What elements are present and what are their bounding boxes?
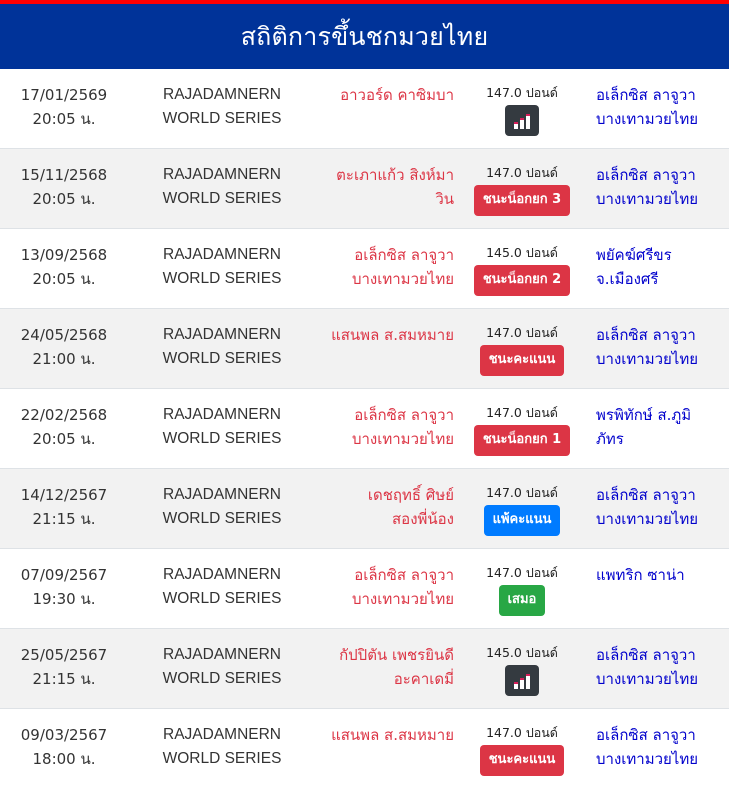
opponent-name-line1: เดชฤทธิ์ ศิษย์	[367, 486, 454, 504]
stats-chart-icon	[514, 122, 518, 129]
event-name-line1: RAJADAMNERN	[163, 86, 281, 103]
weight-label: 145.0 ปอนด์	[486, 645, 558, 660]
fighter-name-line1: อเล็กซิส ลาจูวา	[596, 486, 696, 504]
fight-date: 14/12/2567	[20, 486, 108, 504]
fight-date: 25/05/2567	[20, 646, 108, 664]
fighter-name-line2: ภัทร	[596, 430, 624, 448]
fight-date-cell	[0, 323, 128, 388]
fighter-link[interactable]	[590, 563, 729, 628]
fighter-name-line1: พรพิทักษ์ ส.ภูมิ	[596, 406, 692, 424]
fighter-name-line1: พยัคฆ์ศรีขร	[596, 246, 672, 264]
fighter-link[interactable]	[590, 643, 729, 708]
event-name-line2: WORLD SERIES	[162, 110, 282, 127]
fight-date: 17/01/2569	[20, 86, 108, 104]
fight-row	[0, 149, 729, 229]
fight-date-cell	[0, 403, 128, 468]
fighter-name-line1: อเล็กซิส ลาจูวา	[596, 646, 696, 664]
fight-row	[0, 469, 729, 549]
opponent-name-line1: อเล็กซิส ลาจูวา	[354, 566, 454, 584]
result-badge-win: ชนะน็อกยก 2	[474, 265, 570, 296]
event-name-line2: WORLD SERIES	[162, 590, 282, 607]
result-badge-win: ชนะน็อกยก 3	[474, 185, 570, 216]
stats-chart-icon-bar	[526, 674, 530, 689]
fighter-name-line1: อเล็กซิส ลาจูวา	[596, 326, 696, 344]
opponent-link[interactable]	[316, 643, 454, 708]
opponent-name-line1: อาวอร์ด คาซิมบา	[340, 86, 454, 104]
event-name-line2: WORLD SERIES	[162, 430, 282, 447]
fight-time: 20:05 น.	[32, 190, 96, 208]
fight-time: 21:00 น.	[32, 350, 96, 368]
event-name-line2: WORLD SERIES	[162, 750, 282, 767]
weight-label: 145.0 ปอนด์	[486, 245, 558, 260]
fighter-link[interactable]	[590, 483, 729, 548]
event-cell	[128, 563, 316, 628]
fight-time: 18:00 น.	[32, 750, 96, 768]
weight-label: 147.0 ปอนด์	[486, 725, 558, 740]
opponent-link[interactable]	[316, 483, 454, 548]
stats-chart-button[interactable]	[505, 105, 539, 136]
fighter-name-line2: บางเทามวยไทย	[596, 750, 699, 768]
weight-label: 147.0 ปอนด์	[486, 85, 558, 100]
result-cell	[454, 323, 590, 388]
fight-date: 09/03/2567	[20, 726, 108, 744]
result-badge-loss: แพ้คะแนน	[484, 505, 561, 536]
result-cell	[454, 483, 590, 548]
weight-label: 147.0 ปอนด์	[486, 405, 558, 420]
fight-row	[0, 389, 729, 469]
result-cell	[454, 643, 590, 708]
stats-chart-button[interactable]	[505, 665, 539, 696]
event-cell	[128, 163, 316, 228]
event-name-line2: WORLD SERIES	[162, 510, 282, 527]
opponent-link[interactable]	[316, 403, 454, 468]
fight-time: 21:15 น.	[32, 510, 96, 528]
fighter-link[interactable]	[590, 723, 729, 789]
event-name-line1: RAJADAMNERN	[163, 486, 281, 503]
fighter-name-line1: อเล็กซิส ลาจูวา	[596, 86, 696, 104]
fighter-name-line2: บางเทามวยไทย	[596, 670, 699, 688]
opponent-name-line2: สองพี่น้อง	[392, 510, 454, 528]
fight-time: 20:05 น.	[32, 110, 96, 128]
fight-row	[0, 229, 729, 309]
opponent-name-line2: บางเทามวยไทย	[351, 270, 454, 288]
opponent-name-line2: อะคาเดมี่	[393, 670, 454, 688]
event-cell	[128, 243, 316, 308]
opponent-name-line2: บางเทามวยไทย	[351, 430, 454, 448]
result-badge-draw: เสมอ	[499, 585, 546, 616]
result-cell	[454, 403, 590, 468]
fight-time: 20:05 น.	[32, 430, 96, 448]
result-cell	[454, 163, 590, 228]
opponent-link[interactable]	[316, 723, 454, 789]
fight-date: 07/09/2567	[20, 566, 108, 584]
event-name-line1: RAJADAMNERN	[163, 646, 281, 663]
opponent-link[interactable]	[316, 163, 454, 228]
fight-date-cell	[0, 643, 128, 708]
stats-chart-icon-bar	[526, 114, 530, 129]
fighter-link[interactable]	[590, 403, 729, 468]
result-cell	[454, 243, 590, 308]
weight-label: 147.0 ปอนด์	[486, 165, 558, 180]
fighter-name-line1: อเล็กซิส ลาจูวา	[596, 166, 696, 184]
fight-date-cell	[0, 163, 128, 228]
fighter-name-line1: แพทริก ซาน่า	[596, 566, 685, 584]
fighter-name-line1: อเล็กซิส ลาจูวา	[596, 726, 696, 744]
opponent-name-line1: กัปปิตัน เพชรยินดี	[339, 646, 454, 664]
opponent-link[interactable]	[316, 243, 454, 308]
event-name-line1: RAJADAMNERN	[163, 406, 281, 423]
fight-row	[0, 549, 729, 629]
result-badge-win: ชนะน็อกยก 1	[474, 425, 570, 456]
weight-label: 147.0 ปอนด์	[486, 485, 558, 500]
fight-date: 13/09/2568	[20, 246, 108, 264]
event-name-line1: RAJADAMNERN	[163, 246, 281, 263]
event-name-line1: RAJADAMNERN	[163, 566, 281, 583]
result-cell	[454, 83, 590, 148]
fight-row	[0, 709, 729, 789]
fighter-name-line2: จ.เมืองศรี	[596, 270, 659, 288]
page-header	[0, 0, 729, 69]
fighter-link[interactable]	[590, 323, 729, 388]
fight-time: 19:30 น.	[32, 590, 96, 608]
result-cell	[454, 563, 590, 628]
fight-date-cell	[0, 563, 128, 628]
fight-date-cell	[0, 83, 128, 148]
fight-time: 20:05 น.	[32, 270, 96, 288]
fighter-name-line2: บางเทามวยไทย	[596, 510, 699, 528]
fight-row	[0, 69, 729, 149]
stats-chart-icon-bar	[520, 118, 524, 129]
opponent-link[interactable]	[316, 83, 454, 148]
event-cell	[128, 643, 316, 708]
opponent-name-line1: แสนพล ส.สมหมาย	[331, 726, 454, 744]
opponent-name-line1: ตะเภาแก้ว สิงห์มา	[336, 166, 454, 184]
fight-row	[0, 309, 729, 389]
event-name-line2: WORLD SERIES	[162, 190, 282, 207]
fight-row	[0, 629, 729, 709]
weight-label: 147.0 ปอนด์	[486, 565, 558, 580]
page-title: สถิติการขึ้นชกมวยไทย	[240, 21, 489, 51]
fighter-name-line2: บางเทามวยไทย	[596, 190, 699, 208]
event-cell	[128, 483, 316, 548]
event-name-line1: RAJADAMNERN	[163, 726, 281, 743]
fight-time: 21:15 น.	[32, 670, 96, 688]
stats-chart-icon	[514, 682, 518, 689]
event-cell	[128, 403, 316, 468]
opponent-name-line1: แสนพล ส.สมหมาย	[331, 326, 454, 344]
fighter-name-line2: บางเทามวยไทย	[596, 110, 699, 128]
fight-date-cell	[0, 243, 128, 308]
event-name-line2: WORLD SERIES	[162, 350, 282, 367]
fight-date: 24/05/2568	[20, 326, 108, 344]
opponent-link[interactable]	[316, 323, 454, 388]
event-name-line1: RAJADAMNERN	[163, 166, 281, 183]
fighter-name-line2: บางเทามวยไทย	[596, 350, 699, 368]
fight-date: 22/02/2568	[20, 406, 108, 424]
opponent-name-line2: วิน	[435, 190, 454, 208]
event-cell	[128, 323, 316, 388]
opponent-link[interactable]	[316, 563, 454, 628]
result-badge-win: ชนะคะแนน	[480, 345, 565, 376]
event-cell	[128, 723, 316, 789]
fighter-link[interactable]	[590, 163, 729, 228]
stats-chart-icon-bar	[520, 678, 524, 689]
fight-date-cell	[0, 483, 128, 548]
event-name-line1: RAJADAMNERN	[163, 326, 281, 343]
fight-date-cell	[0, 723, 128, 789]
event-name-line2: WORLD SERIES	[162, 270, 282, 287]
fighter-link[interactable]	[590, 83, 729, 148]
result-cell	[454, 723, 590, 789]
opponent-name-line1: อเล็กซิส ลาจูวา	[354, 406, 454, 424]
fight-date: 15/11/2568	[20, 166, 108, 184]
result-badge-win: ชนะคะแนน	[480, 745, 565, 776]
fight-history-table	[0, 69, 729, 789]
weight-label: 147.0 ปอนด์	[486, 325, 558, 340]
event-cell	[128, 83, 316, 148]
fighter-link[interactable]	[590, 243, 729, 308]
event-name-line2: WORLD SERIES	[162, 670, 282, 687]
opponent-name-line2: บางเทามวยไทย	[351, 590, 454, 608]
opponent-name-line1: อเล็กซิส ลาจูวา	[354, 246, 454, 264]
